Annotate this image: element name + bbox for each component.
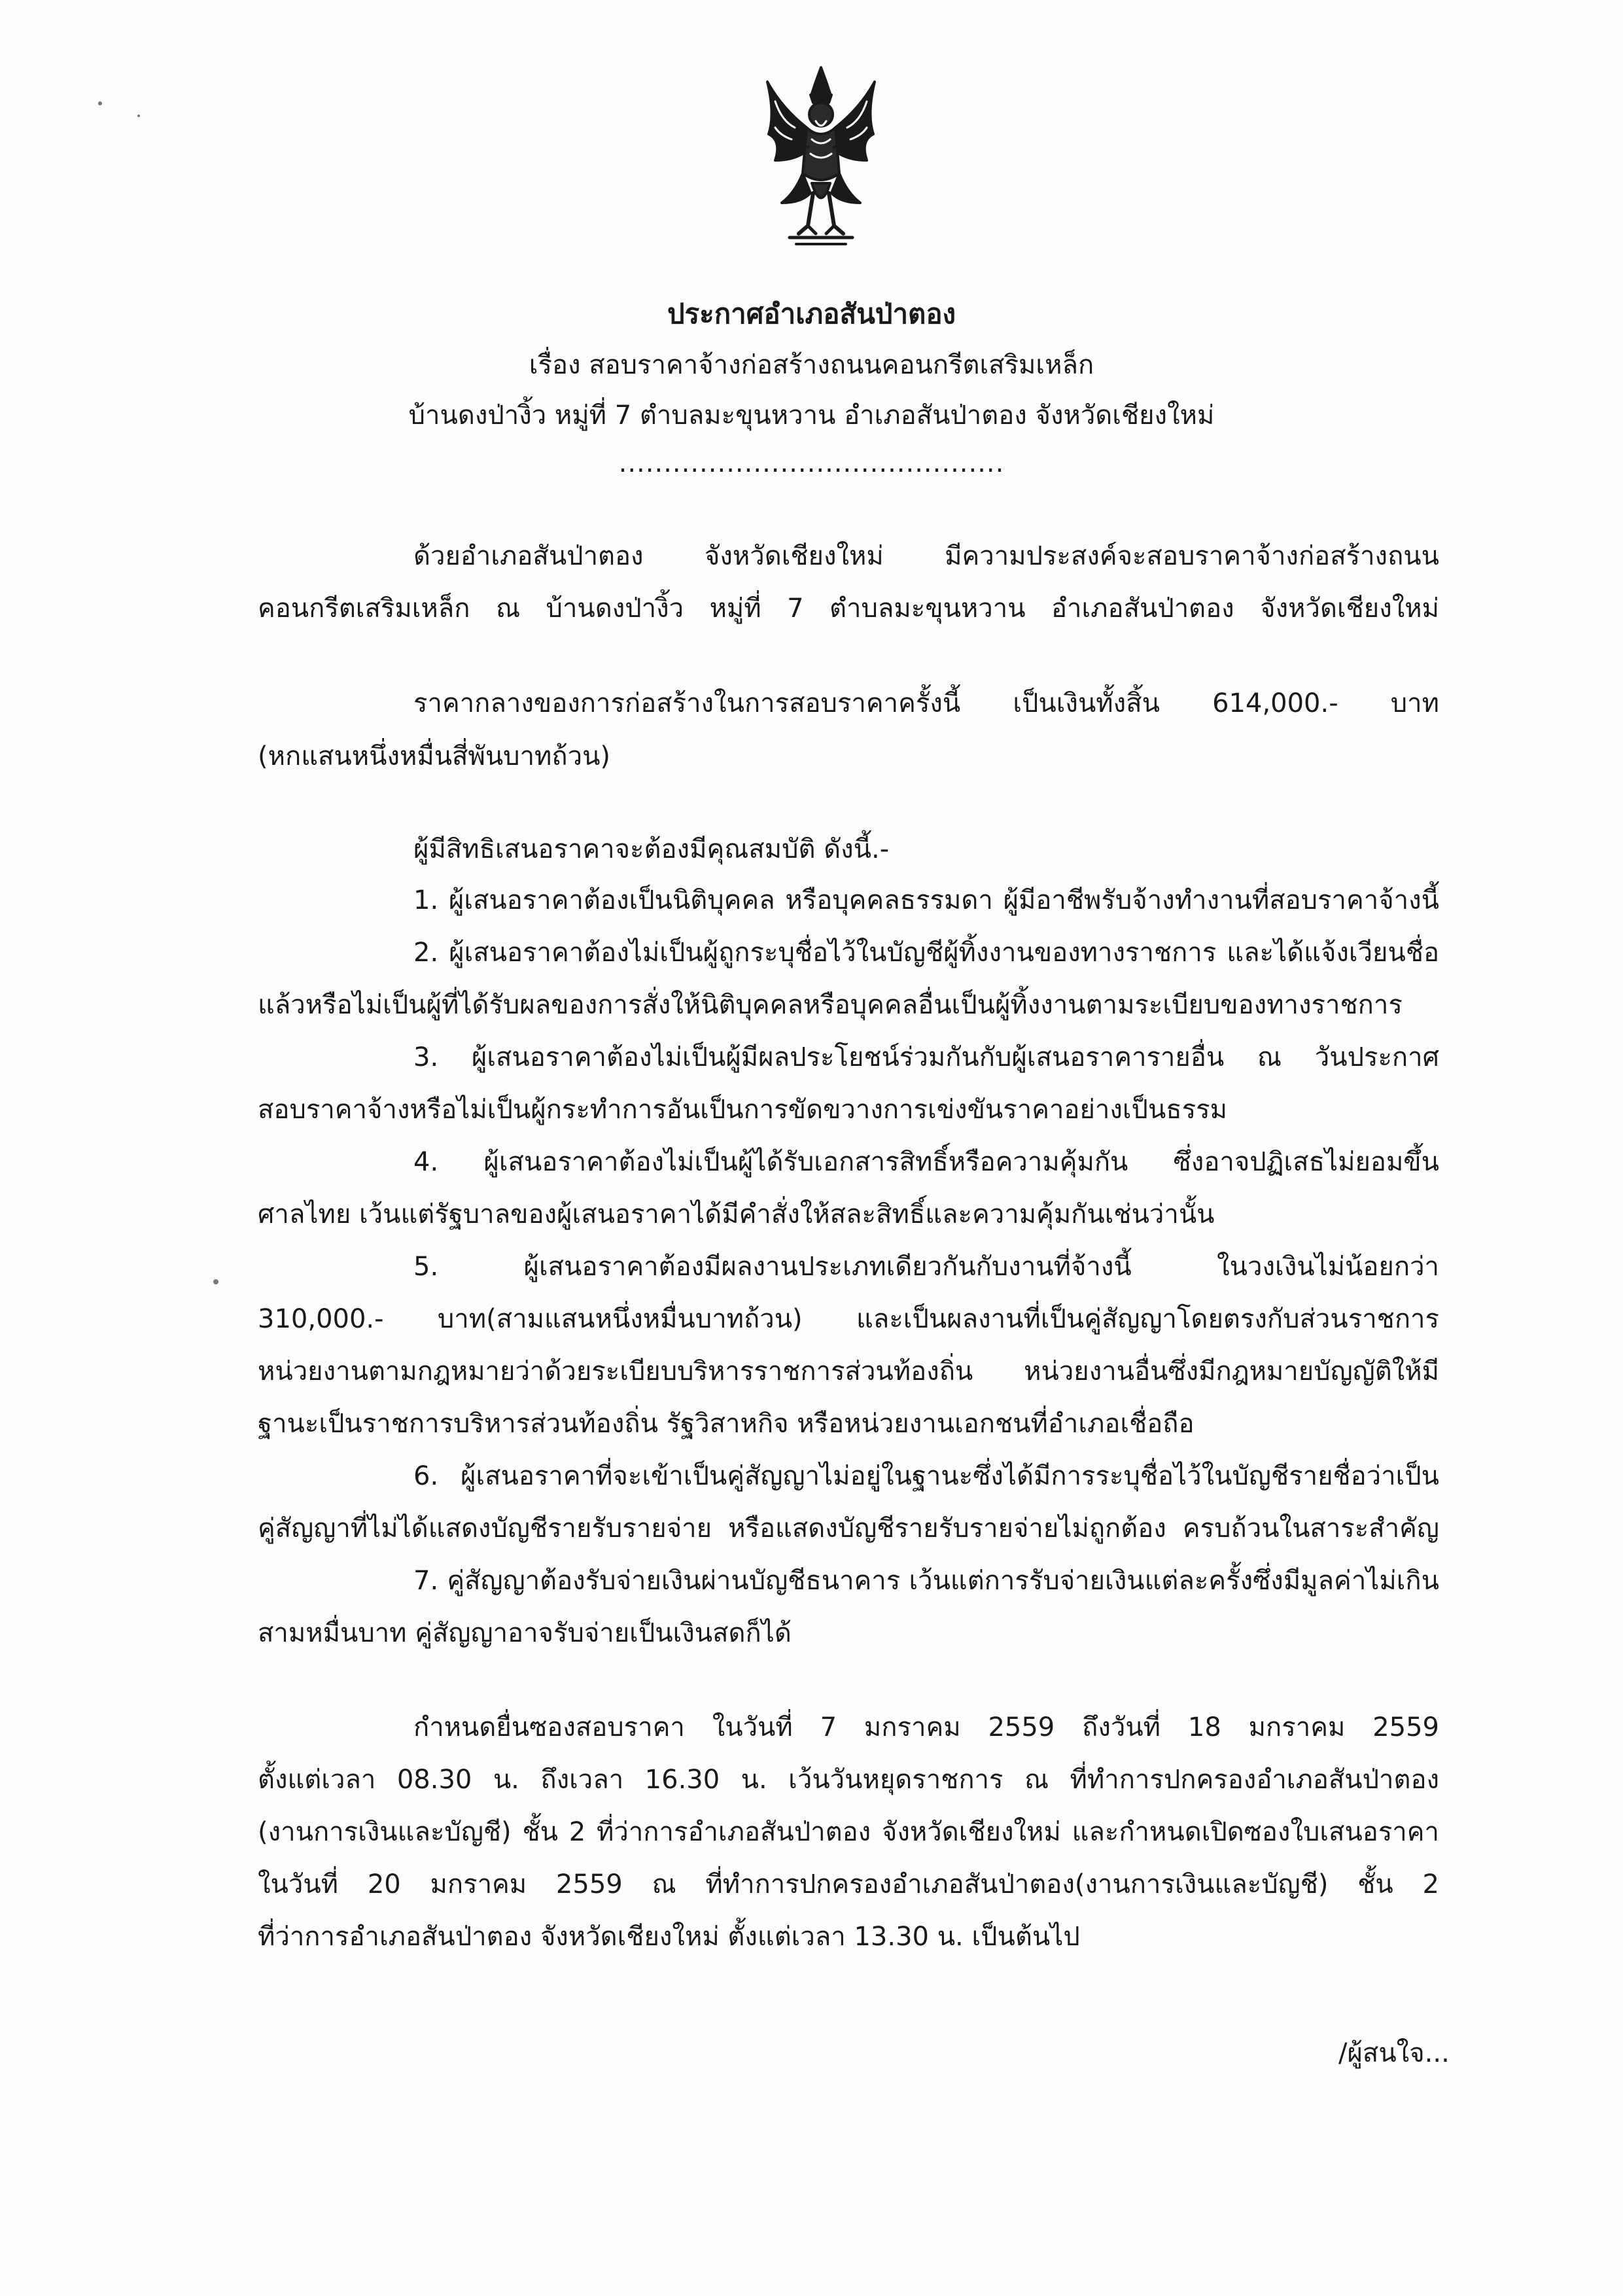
qualification-item: 7. คู่สัญญาต้องรับจ่ายเงินผ่านบัญชีธนาคาร เว้นแต่การรับจ่ายเงินแต่ละครั้งซึ่งมีมูลค่าไม่เกิน — [413, 1566, 1439, 1596]
scan-speck — [213, 1279, 218, 1284]
garuda-emblem-icon — [756, 62, 886, 252]
subject-line-2: บ้านดงป่างิ้ว หมู่ที่ 7 ตำบลมะขุนหวาน อำเภอสันป่าตอง จังหวัดเชียงใหม่ — [408, 400, 1215, 431]
qualification-item: คู่สัญญาที่ไม่ได้แสดงบัญชีรายรับรายจ่าย หรือแสดงบัญชีรายรับรายจ่ายไม่ถูกต้อง ครบถ้วนในสาระสำคัญ — [258, 1513, 1439, 1544]
subject-line-1: เรื่อง สอบราคาจ้างก่อสร้างถนนคอนกรีตเสริมเหล็ก — [529, 350, 1094, 380]
schedule-line-3: (งานการเงินและบัญชี) ชั้น 2 ที่ว่าการอำเภอสันป่าตอง จังหวัดเชียงใหม่ และกำหนดเปิดซองใบเสนอราคา — [258, 1817, 1439, 1847]
schedule-line-5: ที่ว่าการอำเภอสันป่าตอง จังหวัดเชียงใหม่ ตั้งแต่เวลา 13.30 น. เป็นต้นไป — [258, 1922, 1080, 1952]
qualification-item: 1. ผู้เสนอราคาต้องเป็นนิติบุคคล หรือบุคคลธรรมดา ผู้มีอาชีพรับจ้างทำงานที่สอบราคาจ้างนี้ — [413, 885, 1439, 915]
price-line-2: (หกแสนหนึ่งหมื่นสี่พันบาทถ้วน) — [258, 741, 611, 771]
qualification-item: แล้วหรือไม่เป็นผู้ที่ได้รับผลของการสั่งให้นิติบุคคลหรือบุคคลอื่นเป็นผู้ทิ้งงานตามระเบียบของทางราชการ — [258, 990, 1403, 1020]
qualification-item: ฐานะเป็นราชการบริหารส่วนท้องถิ่น รัฐวิสาหกิจ หรือหน่วยงานเอกชนที่อำเภอเชื่อถือ — [258, 1409, 1195, 1439]
schedule-line-2: ตั้งแต่เวลา 08.30 น. ถึงเวลา 16.30 น. เว้นวันหยุดราชการ ณ ที่ทำการปกครองอำเภอสันป่าตอง — [258, 1765, 1439, 1795]
price-line-1: ราคากลางของการก่อสร้างในการสอบราคาครั้งนี้ เป็นเงินทั้งสิ้น 614,000.- บาท — [413, 688, 1439, 718]
schedule-line-1: กำหนดยื่นซองสอบราคา ในวันที่ 7 มกราคม 2559 ถึงวันที่ 18 มกราคม 2559 — [413, 1712, 1439, 1742]
schedule-line-4: ในวันที่ 20 มกราคม 2559 ณ ที่ทำการปกครองอำเภอสันป่าตอง(งานการเงินและบัญชี) ชั้น 2 — [258, 1869, 1439, 1899]
qualification-item: 3. ผู้เสนอราคาต้องไม่เป็นผู้มีผลประโยชน์ร่วมกันกับผู้เสนอราคารายอื่น ณ วันประกาศ — [413, 1042, 1439, 1072]
qualification-item: 6. ผู้เสนอราคาที่จะเข้าเป็นคู่สัญญาไม่อยู่ในฐานะซึ่งได้มีการระบุชื่อไว้ในบัญชีรายชื่อว่าเป็น — [413, 1461, 1439, 1491]
qualification-item: สามหมื่นบาท คู่สัญญาอาจรับจ่ายเป็นเงินสดก็ได้ — [258, 1618, 792, 1648]
scan-speck — [98, 101, 102, 105]
header-separator: ........................................... — [618, 448, 1005, 478]
scan-speck — [137, 115, 140, 117]
qualification-item: 310,000.- บาท(สามแสนหนึ่งหมื่นบาทถ้วน) และเป็นผลงานที่เป็นคู่สัญญาโดยตรงกับส่วนราชการ — [258, 1304, 1439, 1334]
qualification-item: 5. ผู้เสนอราคาต้องมีผลงานประเภทเดียวกันกับงานที่จ้างนี้ ในวงเงินไม่น้อยกว่า — [413, 1252, 1439, 1282]
qualification-item: 2. ผู้เสนอราคาต้องไม่เป็นผู้ถูกระบุชื่อไว้ในบัญชีผู้ทิ้งงานของทางราชการ และได้แจ้งเวียนชื่อ — [413, 938, 1439, 968]
continuation-marker: /ผู้สนใจ... — [1338, 2038, 1450, 2068]
qualification-item: 4. ผู้เสนอราคาต้องไม่เป็นผู้ได้รับเอกสารสิทธิ์หรือความคุ้มกัน ซึ่งอาจปฏิเสธไม่ยอมขึ้น — [413, 1147, 1439, 1177]
intro-line-1: ด้วยอำเภอสันป่าตอง จังหวัดเชียงใหม่ มีความประสงค์จะสอบราคาจ้างก่อสร้างถนน — [413, 541, 1439, 571]
notice-title: ประกาศอำเภอสันป่าตอง — [667, 298, 956, 330]
qualification-item: หน่วยงานตามกฎหมายว่าด้วยระเบียบบริหารราชการส่วนท้องถิ่น หน่วยงานอื่นซึ่งมีกฎหมายบัญญัติให้มี — [258, 1356, 1439, 1386]
qualifications-heading: ผู้มีสิทธิเสนอราคาจะต้องมีคุณสมบัติ ดังนี้.- — [413, 834, 890, 864]
intro-line-2: คอนกรีตเสริมเหล็ก ณ บ้านดงป่างิ้ว หมู่ที่ 7 ตำบลมะขุนหวาน อำเภอสันป่าตอง จังหวัดเชียงใหม่ — [258, 593, 1439, 624]
qualification-item: ศาลไทย เว้นแต่รัฐบาลของผู้เสนอราคาได้มีคำสั่งให้สละสิทธิ์และความคุ้มกันเช่นว่านั้น — [258, 1199, 1215, 1229]
qualification-item: สอบราคาจ้างหรือไม่เป็นผู้กระทำการอันเป็นการขัดขวางการเข่งขันราคาอย่างเป็นธรรม — [258, 1095, 1228, 1125]
